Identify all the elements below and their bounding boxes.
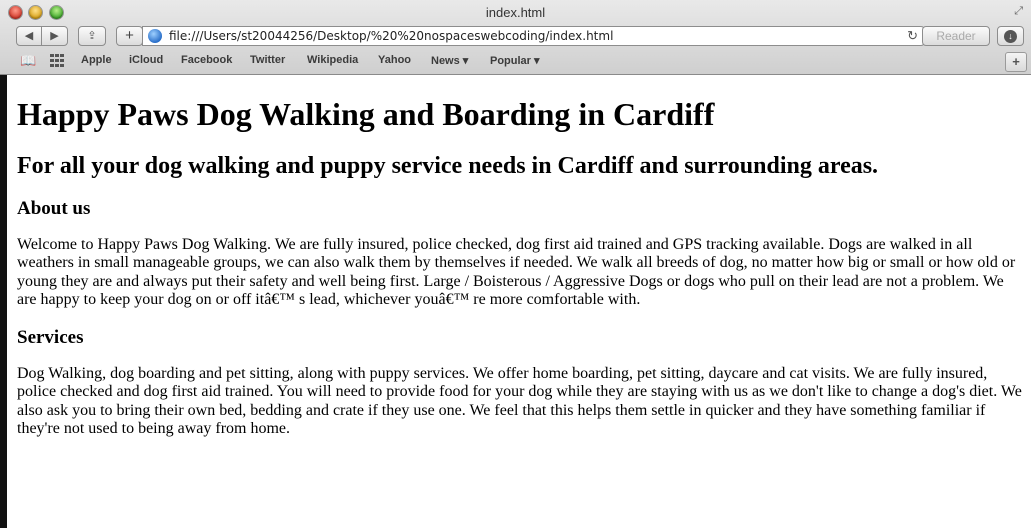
plus-icon: +: [125, 27, 134, 44]
globe-icon: [148, 29, 162, 43]
bookmark-news-menu[interactable]: News ▾: [431, 55, 469, 67]
reader-button[interactable]: Reader: [922, 26, 990, 46]
back-button[interactable]: [16, 26, 42, 46]
url-text[interactable]: file:///Users/st20044256/Desktop/%20%20nospaceswebcoding/index.html: [169, 29, 614, 43]
address-bar[interactable]: [142, 26, 925, 46]
download-icon: ↓: [1004, 30, 1017, 43]
services-paragraph: Dog Walking, dog boarding and pet sitting, along with puppy services. We offer home boarding, pet sitting, daycare and cat visits. We are fully insured, police checked and dog first aid trained. You will need to provide food for your dog while they are staying with us as we don't like to change a dog's diet. We also ask you to bring their own bed, bedding and crate if they use one. We feel that this helps them settle in quicker and they have something familiar if they're not used to being away from home.: [17, 365, 1022, 438]
page-content: [0, 75, 1031, 528]
fullscreen-icon[interactable]: ⤢: [1014, 5, 1023, 17]
browser-chrome: [0, 0, 1031, 75]
downloads-button[interactable]: [997, 26, 1024, 46]
services-heading: Services: [17, 327, 84, 349]
bookmark-icloud[interactable]: iCloud: [129, 54, 164, 66]
about-heading: About us: [17, 198, 91, 219]
bookmark-wikipedia[interactable]: Wikipedia: [307, 54, 359, 66]
title-bar: [0, 0, 1031, 25]
page-body: [17, 75, 1022, 438]
page-subtitle: For all your dog walking and puppy service needs in Cardiff and surrounding areas.: [17, 153, 879, 179]
add-bookmark-button[interactable]: [116, 26, 143, 46]
window-title: index.html: [485, 5, 546, 20]
bookmark-popular-menu[interactable]: Popular ▾: [490, 55, 540, 67]
bookmarks-bar: [0, 51, 1031, 73]
bookmark-facebook[interactable]: Facebook: [181, 54, 233, 66]
forward-button[interactable]: [41, 26, 68, 46]
share-icon: ⇪: [87, 30, 97, 42]
back-arrow-icon: ◀: [24, 30, 34, 42]
reload-icon[interactable]: ↻: [907, 28, 918, 43]
share-button[interactable]: [78, 26, 106, 46]
forward-arrow-icon: ▶: [50, 30, 59, 42]
window-left-edge: [0, 75, 7, 528]
bookmark-twitter[interactable]: Twitter: [250, 54, 286, 66]
bookmark-apple[interactable]: Apple: [81, 54, 112, 66]
bookmark-yahoo[interactable]: Yahoo: [378, 54, 412, 66]
about-paragraph: Welcome to Happy Paws Dog Walking. We are fully insured, police checked, dog first aid trained and GPS tracking available. Dogs are walked in all weathers in small manageable groups, we can also walk them by themselves if needed. We walk all breeds of dog, no matter how big or small or how old or young they are and always put their safety and well being first. Large / Boisterous / Aggressive Dogs or dogs who pull on their lead are not a problem. We are happy to keep your dog on or off itâ€™ s lead, whichever youâ€™ re more comfortable with.: [17, 236, 1016, 308]
new-tab-button[interactable]: +: [1005, 52, 1027, 72]
reading-list-icon[interactable]: 📖: [20, 53, 37, 68]
toolbar: [0, 25, 1031, 51]
top-sites-grid-icon[interactable]: [50, 52, 66, 68]
page-title: Happy Paws Dog Walking and Boarding in Cardiff: [17, 96, 715, 132]
